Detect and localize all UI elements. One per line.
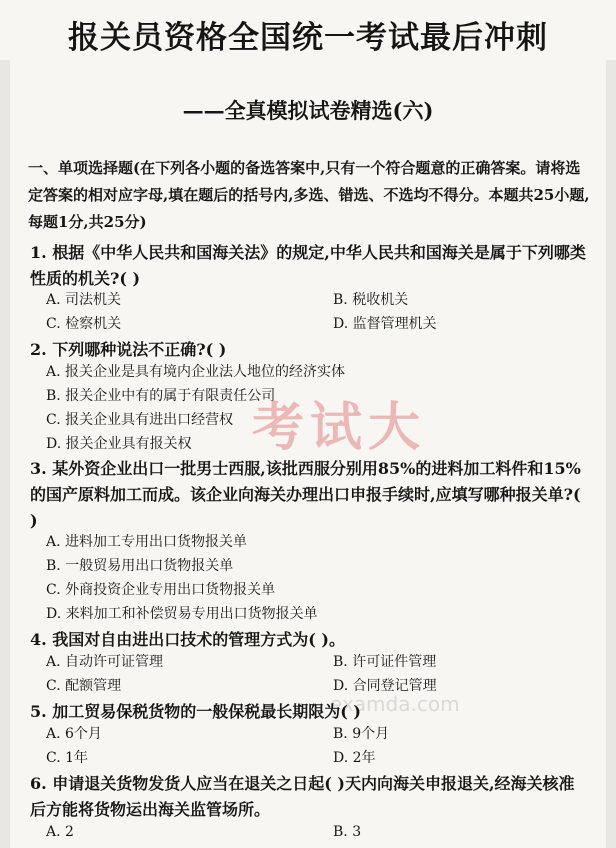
- question-stem: 3. 某外资企业出口一批男士西服,该批西服分别用85%的进料加工料件和15%的国产原料加工而成。该企业向海关办理出口申报手续时,应填写哪种报关单?( ): [30, 459, 581, 530]
- question-stem: 2. 下列哪种说法不正确?( ): [30, 340, 227, 359]
- page-subtitle: ——全真模拟试卷精选(六): [182, 98, 434, 123]
- page-title: 报关员资格全国统一考试最后冲刺: [68, 20, 548, 56]
- question-4: [30, 627, 590, 653]
- option-a: A. 6个月: [46, 726, 102, 742]
- option-c: C. 外商投资企业专用出口货物报关单: [46, 582, 276, 598]
- question-1: [30, 240, 590, 292]
- option-d: D. 报关企业具有报关权: [46, 436, 192, 452]
- option-b: B. 一般贸易用出口货物报关单: [46, 558, 234, 574]
- section-heading: 一、单项选择题(在下列各小题的备选答案中,只有一个符合题意的正确答案。请将选定答案的相对应字母,填在题后的括号内,多选、错选、不选均不得分。本题共25小题,每题1分,共25分): [28, 159, 590, 231]
- option-a: A. 进料加工专用出口货物报关单: [46, 534, 248, 550]
- option-a: A. 报关企业是具有境内企业法人地位的经济实体: [46, 364, 346, 380]
- option-d: D. 2年: [333, 750, 376, 766]
- question-5: [30, 699, 590, 725]
- option-a: A. 2: [46, 824, 74, 840]
- option-d: D. 合同登记管理: [333, 678, 437, 694]
- question-stem: 6. 申请退关货物发货人应当在退关之日起( )天内向海关申报退关,经海关核准后方能将货物运出海关监管场所。: [30, 774, 575, 819]
- option-c: C. 报关企业具有进出口经营权: [46, 412, 234, 428]
- watermark-logo: 考试大: [252, 398, 427, 458]
- question-stem: 5. 加工贸易保税货物的一般保税最长期限为( ): [30, 702, 361, 721]
- watermark-url: examda.com: [330, 692, 460, 716]
- option-c: C. 1年: [46, 750, 89, 766]
- option-c: C. 检察机关: [46, 316, 122, 332]
- question-6: [30, 771, 590, 823]
- option-b: B. 9个月: [333, 726, 390, 742]
- option-b: B. 报关企业中有的属于有限责任公司: [46, 388, 276, 404]
- right-edge-shadow: [606, 60, 616, 848]
- option-d: D. 监督管理机关: [333, 316, 437, 332]
- question-2: [30, 337, 590, 363]
- option-a: A. 司法机关: [46, 292, 122, 308]
- question-3: [30, 456, 590, 534]
- option-b: B. 3: [333, 824, 362, 840]
- option-d: D. 来料加工和补偿贸易专用出口货物报关单: [46, 606, 318, 622]
- question-stem: 4. 我国对自由进出口技术的管理方式为( )。: [30, 630, 345, 649]
- option-b: B. 税收机关: [333, 292, 409, 308]
- question-stem: 1. 根据《中华人民共和国海关法》的规定,中华人民共和国海关是属于下列哪类性质的机关?( ): [30, 243, 586, 288]
- option-c: C. 配额管理: [46, 678, 122, 694]
- left-edge-shadow: [0, 60, 10, 848]
- option-b: B. 许可证件管理: [333, 654, 437, 670]
- option-a: A. 自动许可证管理: [46, 654, 164, 670]
